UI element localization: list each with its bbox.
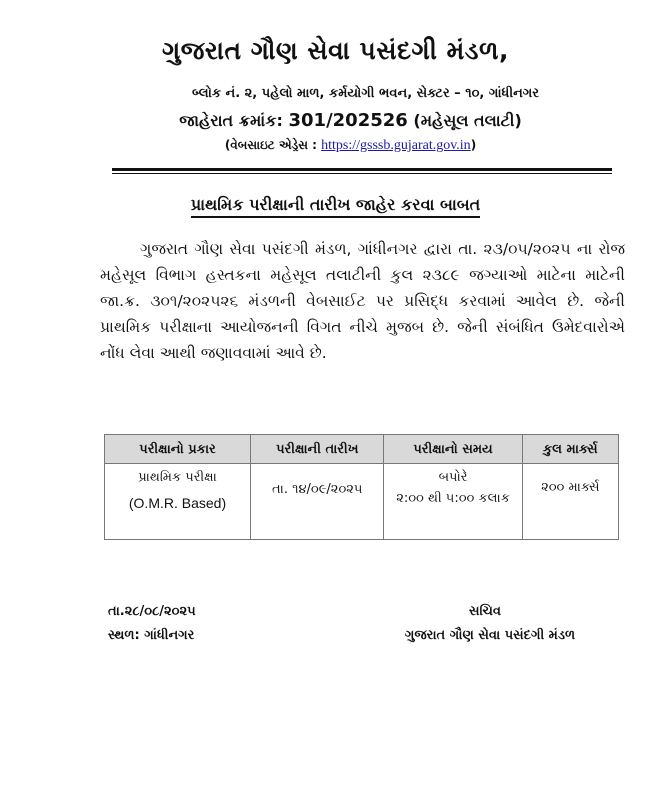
table-header-row (105, 435, 619, 464)
header-total-marks: કુલ માર્ક્સ (522, 435, 618, 464)
exam-type: પ્રાથમિક પરીક્ષા (138, 470, 217, 485)
time-range: ૨:૦૦ થી ૫:૦૦ કલાક (396, 491, 510, 506)
header-divider-thick (112, 168, 612, 171)
advt-label: જાહેરાત ક્રમાંક: (179, 111, 283, 130)
subject-text: પ્રાથમિક પરીક્ષાની તારીખ જાહેર કરવા બાબત (191, 195, 481, 218)
cell-total-marks: ૨૦૦ માર્ક્સ (522, 464, 618, 540)
exam-mode: (O.M.R. Based) (128, 495, 227, 511)
board-address: બ્લોક નં. ૨, પહેલો માળ, કર્મયોગી ભવન, સેક્ટર – ૧૦, ગાંધીનગર (192, 86, 539, 101)
cell-exam-date: તા. ૧૪/૦૯/૨૦૨૫ (251, 464, 384, 540)
table-row (105, 464, 619, 540)
board-title: ગુજરાત ગૌણ સેવા પસંદગી મંડળ, (162, 36, 509, 65)
website-link[interactable]: https://gsssb.gujarat.gov.in (321, 138, 471, 153)
notice-body: ગુજરાત ગૌણ સેવા પસંદગી મંડળ, ગાંધીનગર દ્વારા તા. ૨૩/૦૫/૨૦૨૫ ના રોજ મહેસૂલ વિભાગ હસ્તકના મહેસૂલ તલાટીની કુલ ૨૩૮૯ જગ્યાઓ માટેના માટેની જા.ક્ર. ૩૦૧/૨૦૨૫૨૬ મંડળની વેબસાઈટ પર પ્રસિદ્ધ કરવામાં આવેલ છે. જેની પ્રાથમિક પરીક્ષાના આયોજનની વિગત નીચે મુજબ છે. જેની સંબંધિત ઉમેદવારોએ નોંધ લેવા આથી જણાવવામાં આવે છે. (100, 240, 625, 362)
issue-date: તા.૨૮/૦૮/૨૦૨૫ (108, 604, 196, 619)
signatory-title: સચિવ (469, 604, 501, 619)
advt-number: 301/202526 (288, 110, 408, 131)
issue-place: સ્થળ: ગાંધીનગર (108, 628, 195, 643)
notice-subject (0, 195, 671, 215)
advertisement-number-line (0, 110, 671, 131)
header-exam-time: પરીક્ષાનો સમય (384, 435, 522, 464)
header-exam-date: પરીક્ષાની તારીખ (251, 435, 384, 464)
cell-exam-time (384, 464, 522, 540)
signatory-board: ગુજરાત ગૌણ સેવા પસંદગી મંડળ (404, 628, 576, 643)
advt-post: (મહેસૂલ તલાટી) (413, 111, 522, 130)
time-session: બપોરે (438, 470, 468, 485)
cell-exam-type (105, 464, 251, 540)
website-label: (વેબસાઇટ એડ્રેસ : (224, 138, 317, 152)
header-divider-thin (112, 173, 612, 174)
exam-schedule-table (104, 434, 619, 540)
website-close: ) (470, 138, 477, 152)
header-exam-type: પરીક્ષાનો પ્રકાર (105, 435, 251, 464)
website-line (0, 138, 671, 154)
